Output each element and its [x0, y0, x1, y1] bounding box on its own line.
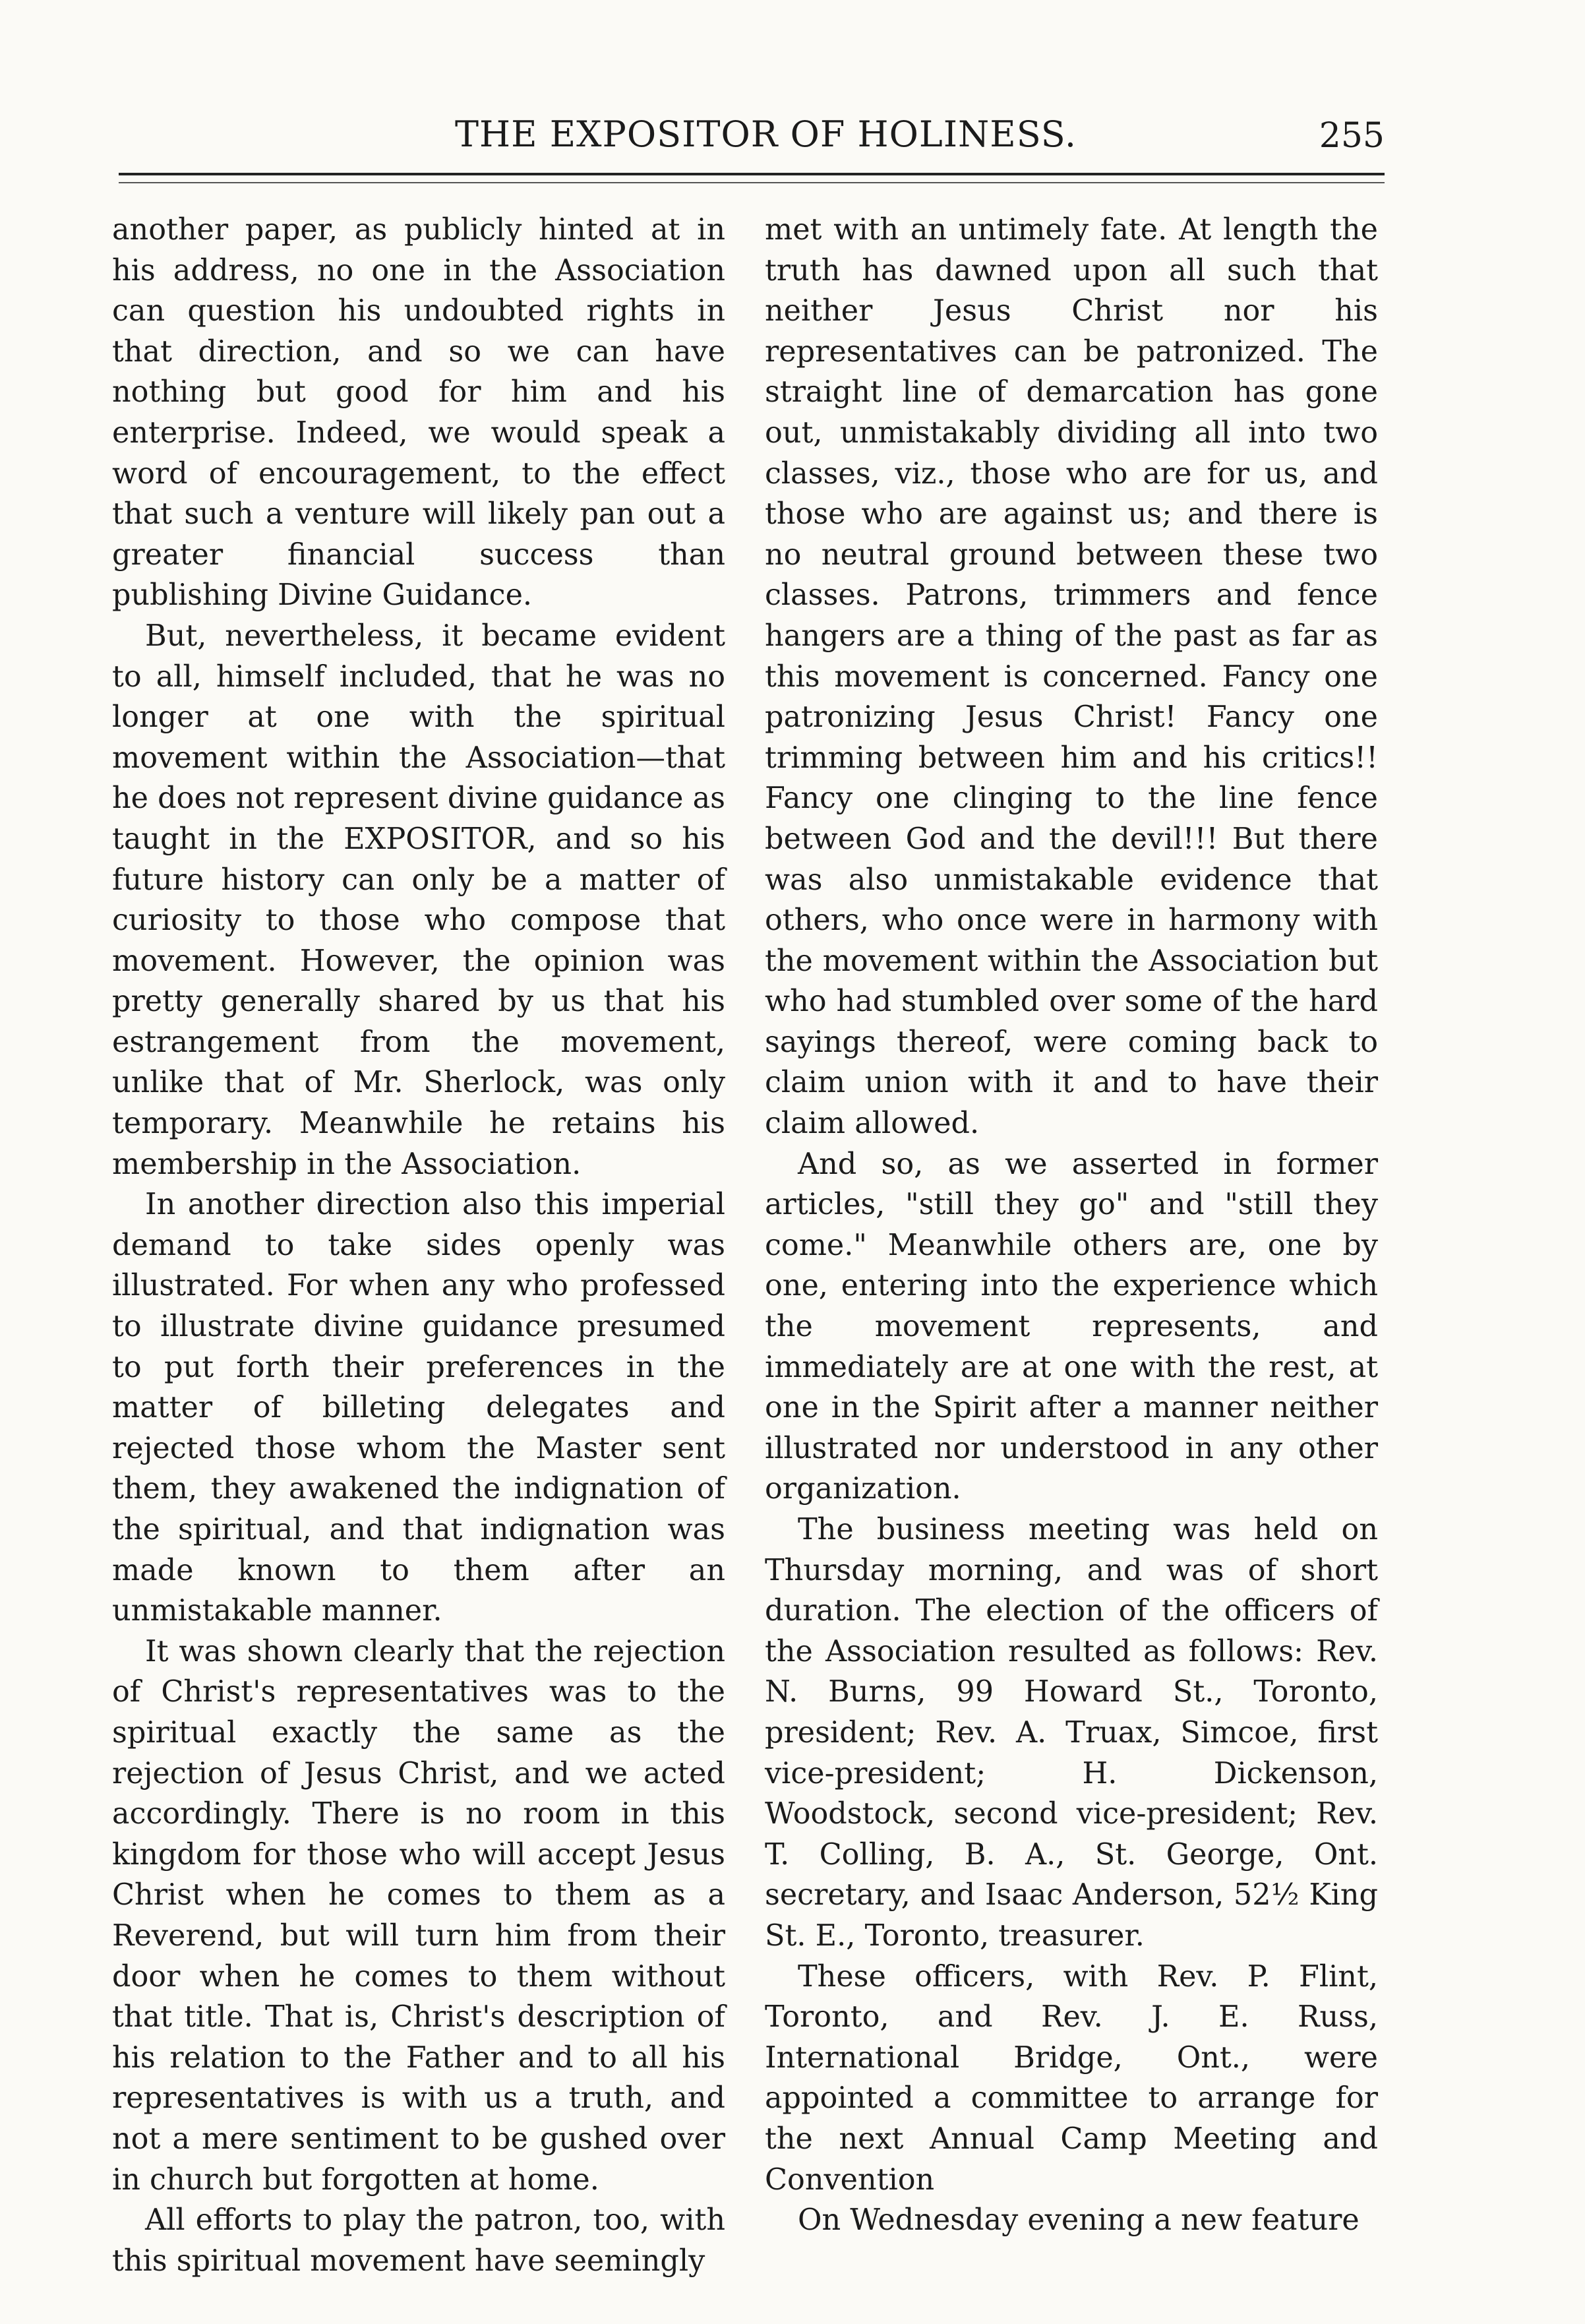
journal-title: THE EXPOSITOR OF HOLINESS. — [455, 113, 1077, 155]
paragraph: But, nevertheless, it became evident to all, himself included, that he was no longer at one with the spiritual movement within the Association—that he does not represent divine guidance as taught in the EXPOSITOR, and so his future history can only be a matter of curiosity to those who compose that movement. However, the opinion was pretty generally shared by us that his estrangement from the movement, unlike that of Mr. Sherlock, was only temporary. Meanwhile he retains his membership in the Association. — [112, 619, 725, 1181]
paragraph: met with an untimely fate. At length the truth has dawned upon all such that neither Jesus Christ nor his representatives can be patronized. The straight line of demarcation has gone out, unmistakably dividing all into two classes, viz., those who are for us, and those who are against us; and there is no neutral ground between these two classes. Patrons, trimmers and fence hangers are a thing of the past as far as this movement is concerned. Fancy one patronizing Jesus Christ! Fancy one trimming between him and his critics!! Fancy one clinging to the line fence between God and the devil!!! But there was also unmistakable evidence that others, who once were in harmony with the movement within the Association but who had stumbled over some of the hard sayings thereof, were coming back to claim union with it and to have their claim allowed. — [765, 213, 1378, 1141]
left-column — [112, 210, 725, 2281]
paragraph: In another direction also this imperial demand to take sides openly was illustrated. For when any who professed to illustrate divine guidance presumed to put forth their preferences in the matter of billeting delegates and rejected those whom the Master sent them, they awakened the indignation of the spiritual, and that indignation was made known to them after an unmistakable manner. — [112, 1188, 725, 1628]
paragraph: And so, as we asserted in former articles, "still they go" and "still they come." Meanwhile others are, one by one, entering into the experience which the movement represents, and immediately are at one with the rest, at one in the Spirit after a manner neither illustrated nor understood in any other organization. — [765, 1147, 1378, 1506]
header-rule — [119, 173, 1385, 175]
paragraph: On Wednesday evening a new feature — [798, 2203, 1360, 2238]
paragraph: The business meeting was held on Thursday morning, and was of short duration. The election of the officers of the Association resulted as follows: Rev. N. Burns, 99 Howard St., Toronto, president; Rev. A. Truax, Simcoe, first vice-president; H. Dickenson, Woodstock, second vice-president; Rev. T. Colling, B. A., St. George, Ont. secretary, and Isaac Anderson, 52½ King St. E., Toronto, treasurer. — [765, 1513, 1378, 1953]
paragraph: another paper, as publicly hinted at in his address, no one in the Association can question his undoubted rights in that direction, and so we can have nothing but good for him and his enterprise. Indeed, we would speak a word of encouragement, to the effect that such a venture will likely pan out a greater financial success than publishing Divine Guidance. — [112, 213, 725, 613]
right-column — [765, 210, 1378, 2241]
paragraph: All efforts to play the patron, too, with this spiritual movement have seemingly — [112, 2203, 725, 2278]
paragraph: It was shown clearly that the rejection of Christ's representatives was to the spiritual exactly the same as the rejection of Jesus Christ, and we acted accordingly. There is no room in this kingdom for those who will accept Jesus Christ when he comes to them as a Reverend, but will turn him from their door when he comes to them without that title. That is, Christ's description of his relation to the Father and to all his representatives is with us a truth, and not a mere sentiment to be gushed over in church but forgotten at home. — [112, 1634, 725, 2197]
running-header — [119, 113, 1385, 166]
header-rule-thin — [119, 182, 1385, 183]
paragraph: These officers, with Rev. P. Flint, Toronto, and Rev. J. E. Russ, International Bridge, Ont., were appointed a committee to arrange for the next Annual Camp Meeting and Convention — [765, 1959, 1378, 2197]
page-number: 255 — [1319, 116, 1385, 156]
